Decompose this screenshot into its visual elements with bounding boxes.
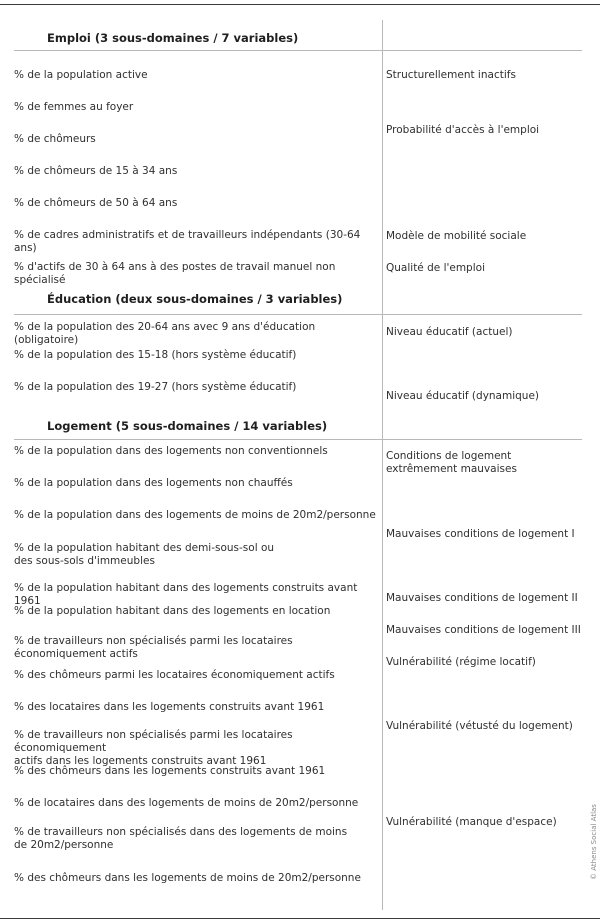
variable-education-3: % de la population des 19-27 (hors système éducatif) [14, 381, 297, 393]
section-title-logement: Logement (5 sous-domaines / 14 variables) [47, 419, 328, 433]
category-emploi-3: Modèle de mobilité sociale [386, 230, 527, 242]
variable-logement-14: % des chômeurs dans les logements de moins de 20m2/personne [14, 872, 361, 884]
variable-logement-7: % de travailleurs non spécialisés parmi les locataires économiquement actifs [14, 635, 293, 660]
category-logement-7: Vulnérabilité (manque d'espace) [386, 816, 557, 828]
variable-logement-3: % de la population dans des logements de moins de 20m2/personne [14, 509, 376, 521]
section-title-education: Éducation (deux sous-domaines / 3 variables) [47, 292, 343, 306]
variable-emploi-6: % de cadres administratifs et de travailleurs indépendants (30-64 ans) [14, 229, 361, 254]
column-divider [382, 20, 383, 910]
top-border [0, 4, 600, 5]
variable-emploi-4: % de chômeurs de 15 à 34 ans [14, 165, 178, 177]
variable-emploi-7: % d'actifs de 30 à 64 ans à des postes de travail manuel non spécialisé [14, 261, 336, 286]
variable-logement-10: % de travailleurs non spécialisés parmi les locataires économiquement actifs dans les logements construits avant 1961 [14, 729, 293, 767]
category-emploi-4: Qualité de l'emploi [386, 262, 485, 274]
variable-logement-4: % de la population habitant des demi-sous-sol ou des sous-sols d'immeubles [14, 542, 275, 567]
variable-education-2: % de la population des 15-18 (hors système éducatif) [14, 349, 297, 361]
variable-logement-2: % de la population dans des logements non chauffés [14, 477, 293, 489]
variable-logement-13: % de travailleurs non spécialisés dans des logements de moins de 20m2/personne [14, 826, 348, 851]
variable-emploi-5: % de chômeurs de 50 à 64 ans [14, 197, 178, 209]
variable-education-1: % de la population des 20-64 ans avec 9 ans d'éducation (obligatoire) [14, 321, 316, 346]
copyright-credit: © Athens Social Atlas [590, 804, 598, 880]
variable-logement-1: % de la population dans des logements non conventionnels [14, 445, 328, 457]
variable-logement-6: % de la population habitant dans des logements en location [14, 605, 331, 617]
variable-logement-11: % des chômeurs dans les logements construits avant 1961 [14, 765, 326, 777]
category-education-2: Niveau éducatif (dynamique) [386, 390, 540, 402]
variable-logement-8: % des chômeurs parmi les locataires économiquement actifs [14, 669, 335, 681]
variable-emploi-3: % de chômeurs [14, 133, 96, 145]
category-logement-5: Vulnérabilité (régime locatif) [386, 656, 536, 668]
variable-logement-9: % des locataires dans les logements construits avant 1961 [14, 701, 325, 713]
variable-emploi-2: % de femmes au foyer [14, 101, 134, 113]
section-divider-emploi [14, 50, 582, 51]
category-logement-4: Mauvaises conditions de logement III [386, 624, 581, 636]
category-emploi-1: Structurellement inactifs [386, 69, 516, 81]
category-education-1: Niveau éducatif (actuel) [386, 326, 513, 338]
category-logement-1: Conditions de logement extrêmement mauvaises [386, 450, 517, 475]
variable-logement-12: % de locataires dans des logements de moins de 20m2/personne [14, 797, 359, 809]
section-divider-logement [14, 439, 582, 440]
category-emploi-2: Probabilité d'accès à l'emploi [386, 124, 540, 136]
section-title-emploi: Emploi (3 sous-domaines / 7 variables) [47, 31, 299, 45]
section-divider-education [14, 314, 582, 315]
category-logement-2: Mauvaises conditions de logement I [386, 528, 575, 540]
variable-emploi-1: % de la population active [14, 69, 148, 81]
category-logement-3: Mauvaises conditions de logement II [386, 592, 578, 604]
category-logement-6: Vulnérabilité (vétusté du logement) [386, 720, 573, 732]
bottom-border [0, 918, 600, 919]
variable-logement-5: % de la population habitant dans des logements construits avant 1961 [14, 582, 358, 607]
